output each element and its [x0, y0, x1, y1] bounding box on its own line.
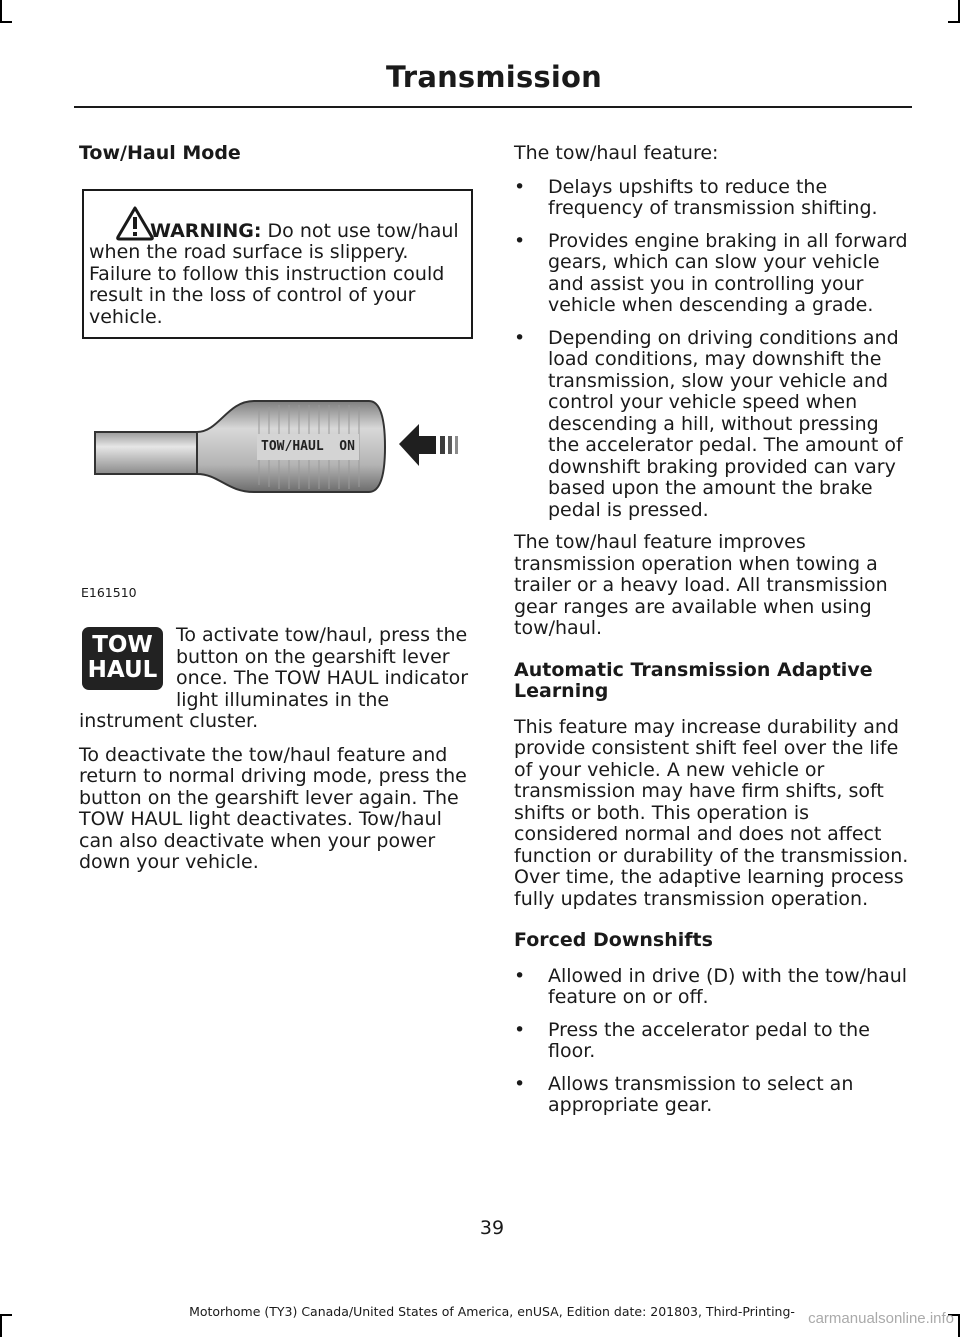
improves-paragraph: The tow/haul feature improves transmission operation when towing a trailer or a heavy load. All transmission gear ranges are available when using tow/haul. — [514, 531, 888, 639]
gearshift-lever-image — [79, 399, 474, 549]
gearshift-illustration — [79, 399, 474, 599]
feature-intro: The tow/haul feature: — [514, 142, 719, 164]
watermark: carmanualsonline.info — [808, 1310, 954, 1327]
footer-text: Motorhome (TY3) Canada/United States of America, enUSA, Edition date: 201803, Third-Printing- — [189, 1304, 795, 1319]
page-number: 39 — [479, 1217, 505, 1239]
forced-list — [514, 966, 912, 1117]
indicator-line-1: TOW — [92, 632, 153, 658]
list-item: • Delays upshifts to reduce the frequency of transmission shifting. — [514, 177, 912, 220]
warning-body: Do not use tow/haul when the road surface is slippery. Failure to follow this instruction could result in the loss of control of your vehicle. — [89, 219, 459, 328]
warning-box — [82, 189, 473, 340]
list-item: • Allowed in drive (D) with the tow/haul feature on or off. — [514, 966, 912, 1009]
crop-mark — [0, 21, 12, 23]
warning-triangle-icon — [115, 205, 155, 241]
activate-block — [79, 625, 474, 733]
feature-list — [514, 177, 912, 522]
indicator-line-2: HAUL — [87, 657, 158, 683]
crop-mark — [0, 0, 2, 22]
left-column — [79, 143, 474, 886]
list-item: • Provides engine braking in all forward gears, which can slow your vehicle and assist you in controlling your vehicle when descending a grade. — [514, 231, 912, 317]
list-item: • Depending on driving conditions and load conditions, may downshift the transmission, slow your vehicle and control your vehicle speed when descending a hill, without pressing the accelerator pedal. The amount of downshift braking provided can vary based upon the amount the brake pedal is pressed. — [514, 328, 912, 522]
section-heading-tow-haul: Tow/Haul Mode — [79, 142, 241, 164]
right-column — [514, 143, 912, 1128]
figure-code: E161510 — [81, 584, 137, 600]
page-title: Transmission — [386, 60, 602, 94]
deactivate-paragraph: To deactivate the tow/haul feature and return to normal driving mode, press the button on the gearshift lever again. The TOW HAUL light deactivates. Tow/haul can also deactivate when your power down your vehicle. — [79, 743, 467, 873]
activate-paragraph: To activate tow/haul, press the button on the gearshift lever once. The TOW HAUL indicator light illuminates in the instrument cluster. — [79, 624, 469, 732]
list-item: • Press the accelerator pedal to the floor. — [514, 1020, 912, 1063]
header-divider — [74, 106, 912, 108]
tow-haul-button-label: TOW/HAUL ON — [261, 439, 355, 454]
crop-mark — [948, 21, 960, 23]
section-heading-forced: Forced Downshifts — [514, 929, 713, 951]
adaptive-paragraph: This feature may increase durability and provide consistent shift feel over the life of your vehicle. A new vehicle or transmission may have firm shifts, soft shifts or both. This operation is considered normal and does not affect function or durability of the transmission. Over time, the adaptive learning process fully updates transmission operation. — [514, 715, 909, 910]
warning-label: WARNING: — [150, 219, 262, 242]
list-item: • Allows transmission to select an appropriate gear. — [514, 1074, 912, 1117]
section-heading-adaptive: Automatic Transmission Adaptive Learning — [514, 658, 873, 702]
tow-haul-indicator-icon — [82, 627, 163, 690]
